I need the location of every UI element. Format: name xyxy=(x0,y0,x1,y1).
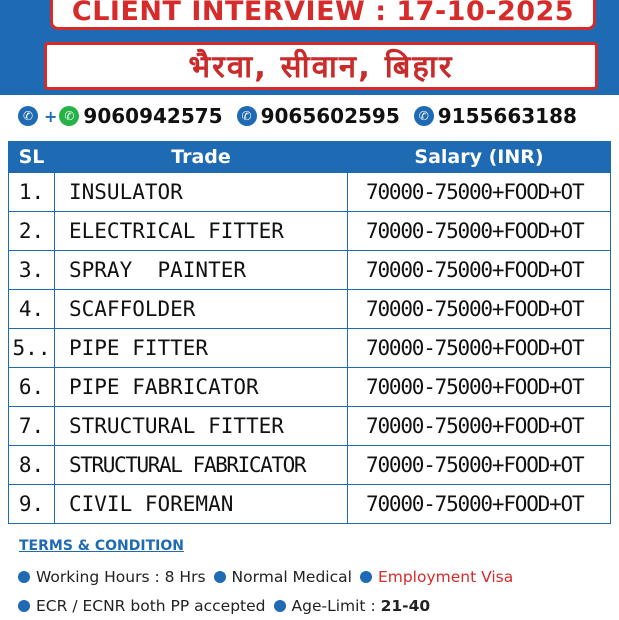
row-trade: SPRAY PAINTER xyxy=(55,251,348,290)
working-hours-label: Working Hours : xyxy=(36,568,165,586)
terms-line-1 xyxy=(18,568,513,586)
table-row xyxy=(9,485,611,524)
table-row xyxy=(9,368,611,407)
whatsapp-icon: ✆ xyxy=(59,106,79,126)
column-header-sl: SL xyxy=(9,142,55,173)
table-row xyxy=(9,407,611,446)
row-salary: 70000-75000+FOOD+OT xyxy=(348,329,611,368)
age-value: 21-40 xyxy=(380,597,431,615)
row-trade: PIPE FABRICATOR xyxy=(55,368,348,407)
table-row xyxy=(9,251,611,290)
row-sl: 4. xyxy=(9,290,55,329)
row-salary: 70000-75000+FOOD+OT xyxy=(348,212,611,251)
table-row xyxy=(9,446,611,485)
row-sl: 9. xyxy=(9,485,55,524)
row-trade: INSULATOR xyxy=(55,173,348,212)
jobs-table xyxy=(8,141,611,524)
row-sl: 3. xyxy=(9,251,55,290)
page-title: CLIENT INTERVIEW : 17-10-2025 xyxy=(71,0,575,27)
row-salary: 70000-75000+FOOD+OT xyxy=(348,485,611,524)
medical-text: Normal Medical xyxy=(231,568,352,586)
phone-icon: ✆ xyxy=(414,106,434,126)
working-hours-value: 8 Hrs xyxy=(164,568,206,586)
contact-bar xyxy=(18,103,608,129)
row-sl: 6. xyxy=(9,368,55,407)
ecr-text: ECR / ECNR both PP accepted xyxy=(36,597,266,615)
header-band xyxy=(0,0,619,95)
row-trade: SCAFFOLDER xyxy=(55,290,348,329)
row-salary: 70000-75000+FOOD+OT xyxy=(348,251,611,290)
table-row xyxy=(9,212,611,251)
terms-line-2 xyxy=(18,597,430,615)
row-salary: 70000-75000+FOOD+OT xyxy=(348,446,611,485)
column-header-trade: Trade xyxy=(55,142,348,173)
table-row xyxy=(9,329,611,368)
terms-title: TERMS & CONDITION xyxy=(19,538,184,554)
plus-sign: + xyxy=(44,106,58,126)
row-sl: 5.. xyxy=(9,329,55,368)
table-header-row xyxy=(9,142,611,173)
row-sl: 8. xyxy=(9,446,55,485)
age-label: Age-Limit : xyxy=(291,597,381,615)
phone-icon: ✆ xyxy=(18,106,38,126)
row-sl: 7. xyxy=(9,407,55,446)
phone-icon: ✆ xyxy=(237,106,257,126)
visa-text: Employment Visa xyxy=(377,568,514,586)
row-salary: 70000-75000+FOOD+OT xyxy=(348,173,611,212)
row-sl: 1. xyxy=(9,173,55,212)
bullet-icon xyxy=(18,600,30,612)
phone-number-3[interactable]: 9155663188 xyxy=(437,104,577,128)
row-sl: 2. xyxy=(9,212,55,251)
row-salary: 70000-75000+FOOD+OT xyxy=(348,407,611,446)
table-row xyxy=(9,290,611,329)
row-salary: 70000-75000+FOOD+OT xyxy=(348,290,611,329)
title-banner xyxy=(50,0,596,30)
location-text: भैरवा, सीवान, बिहार xyxy=(188,49,454,85)
row-trade: CIVIL FOREMAN xyxy=(55,485,348,524)
bullet-icon xyxy=(274,600,286,612)
row-salary: 70000-75000+FOOD+OT xyxy=(348,368,611,407)
table-row xyxy=(9,173,611,212)
bullet-icon xyxy=(18,571,30,583)
row-trade: PIPE FITTER xyxy=(55,329,348,368)
column-header-salary: Salary (INR) xyxy=(348,142,611,173)
bullet-icon xyxy=(214,571,226,583)
bullet-icon xyxy=(360,571,372,583)
row-trade: STRUCTURAL FITTER xyxy=(55,407,348,446)
phone-number-1[interactable]: 9060942575 xyxy=(83,104,223,128)
row-trade: STRUCTURAL FABRICATOR xyxy=(55,446,348,485)
phone-number-2[interactable]: 9065602595 xyxy=(260,104,400,128)
location-banner xyxy=(44,42,598,90)
row-trade: ELECTRICAL FITTER xyxy=(55,212,348,251)
